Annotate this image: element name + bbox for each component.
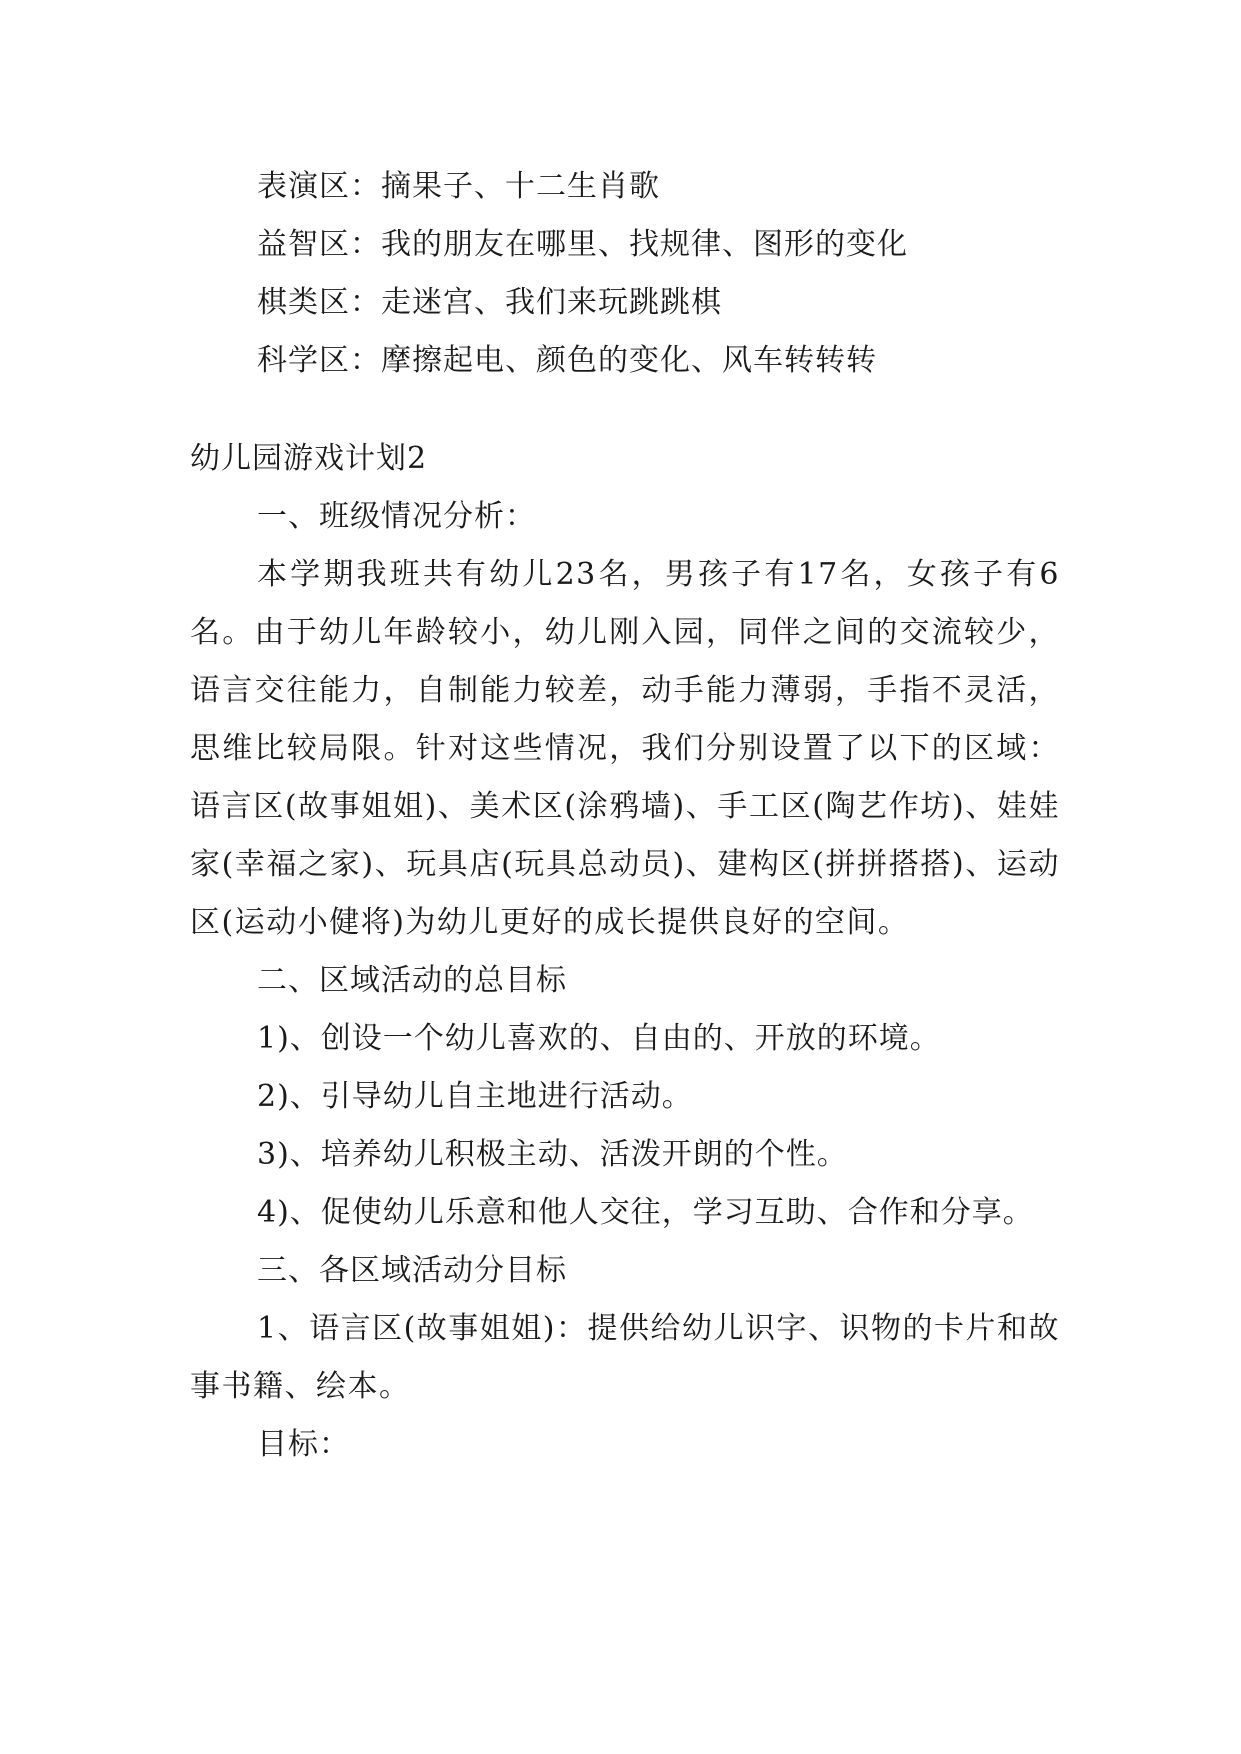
section3-heading: 三、各区域活动分目标: [257, 1253, 567, 1288]
goal-item-4: 4)、促使幼儿乐意和他人交往，学习互助、合作和分享。: [257, 1195, 1034, 1230]
section2-heading: 二、区域活动的总目标: [257, 963, 567, 998]
document-title: 幼儿园游戏计划2: [190, 441, 428, 476]
document-body: [190, 158, 1060, 1474]
zone-line-puzzle: 益智区：我的朋友在哪里、找规律、图形的变化: [257, 227, 908, 262]
goal-item-2: 2)、引导幼儿自主地进行活动。: [257, 1079, 693, 1114]
zone-line-chess: 棋类区：走迷宫、我们来玩跳跳棋: [257, 285, 722, 320]
section3-item-1: 1、语言区(故事姐姐)：提供给幼儿识字、识物的卡片和故事书籍、绘本。: [190, 1311, 1060, 1404]
section1-heading: 一、班级情况分析：: [257, 499, 536, 534]
zone-line-science: 科学区：摩擦起电、颜色的变化、风车转转转: [257, 343, 877, 378]
section-spacer: [190, 390, 1060, 430]
zone-line-performance: 表演区：摘果子、十二生肖歌: [257, 169, 660, 204]
section1-paragraph: 本学期我班共有幼儿23名，男孩子有17名，女孩子有6名。由于幼儿年龄较小，幼儿刚入园，同伴之间的交流较少，语言交往能力，自制能力较差，动手能力薄弱，手指不灵活，思维比较局限。针对这些情况，我们分别设置了以下的区域：语言区(故事姐姐)、美术区(涂鸦墙)、手工区(陶艺作坊)、娃娃家(幸福之家)、玩具店(玩具总动员)、建构区(拼拼搭搭)、运动区(运动小健将)为幼儿更好的成长提供良好的空间。: [190, 557, 1060, 940]
target-label: 目标：: [257, 1427, 350, 1462]
goal-item-3: 3)、培养幼儿积极主动、活泼开朗的个性。: [257, 1137, 848, 1172]
goal-item-1: 1)、创设一个幼儿喜欢的、自由的、开放的环境。: [257, 1021, 941, 1056]
